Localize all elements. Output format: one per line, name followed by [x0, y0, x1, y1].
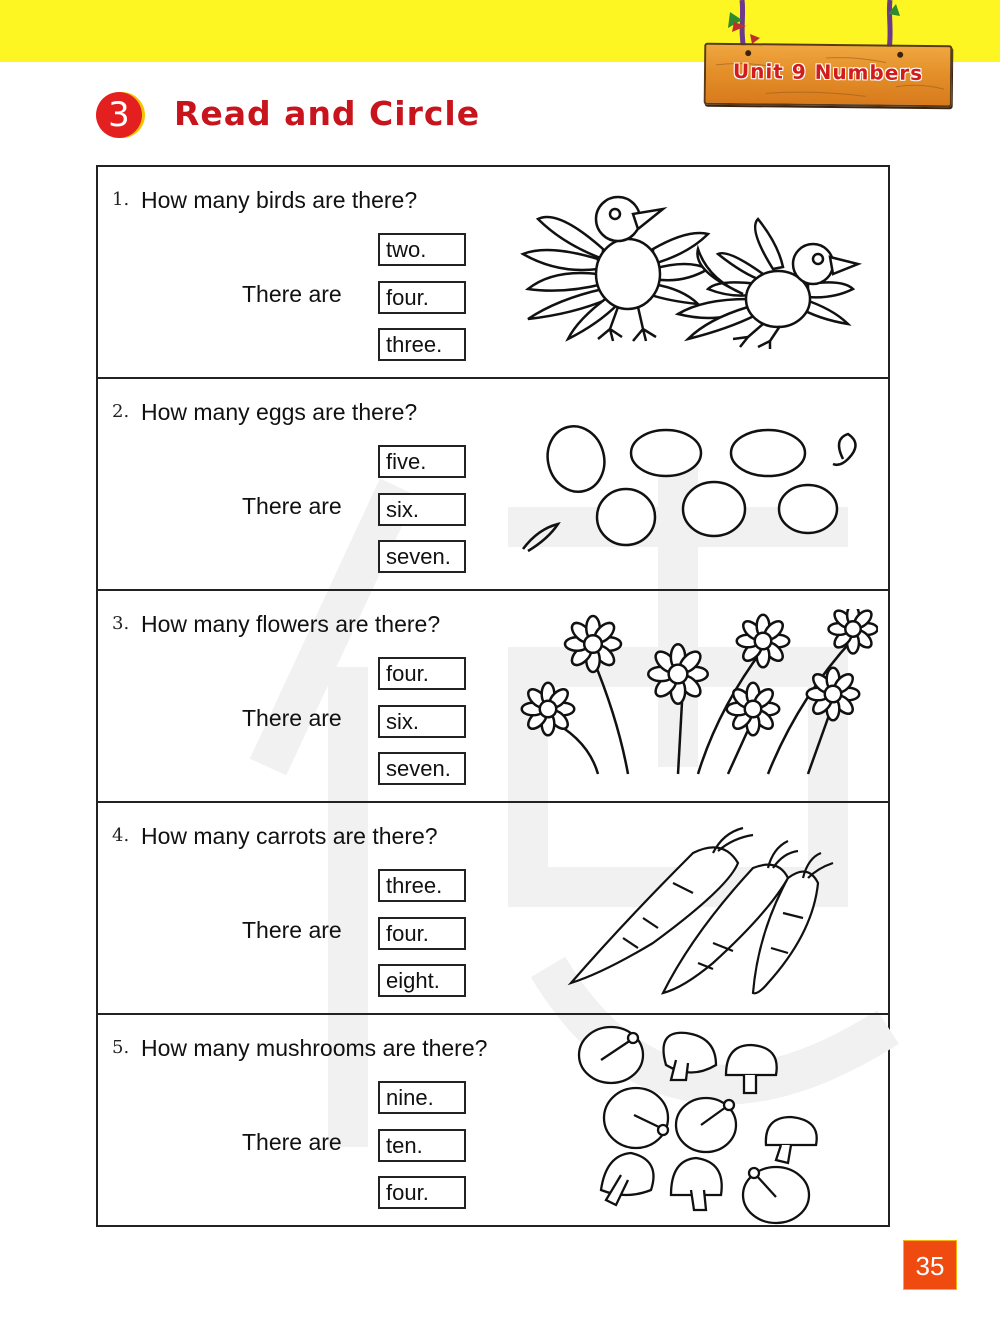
section-title: Read and Circle — [174, 94, 481, 133]
question-text: How many eggs are there? — [141, 399, 418, 425]
option-box[interactable]: four. — [378, 657, 466, 690]
page-number: 35 — [903, 1240, 957, 1290]
unit-label: Unit 9 Numbers — [732, 59, 924, 85]
answer-stem: There are — [242, 917, 342, 943]
option-box[interactable]: six. — [378, 705, 466, 738]
question-number: 3. — [112, 613, 130, 634]
question-row-2 — [98, 379, 888, 591]
option-box[interactable]: seven. — [378, 540, 466, 573]
question-row-5 — [98, 1015, 888, 1225]
question-number: 1. — [112, 189, 130, 210]
answer-stem: There are — [242, 1129, 342, 1155]
question-text: How many birds are there? — [141, 187, 418, 213]
answer-stem: There are — [242, 493, 342, 519]
two-birds-icon — [518, 189, 868, 349]
worksheet-table — [96, 165, 890, 1227]
nine-mushrooms-icon — [576, 1025, 826, 1225]
option-box[interactable]: eight. — [378, 964, 466, 997]
option-box[interactable]: two. — [378, 233, 466, 266]
option-box[interactable]: four. — [378, 1176, 466, 1209]
option-box[interactable]: seven. — [378, 752, 466, 785]
question-text: How many carrots are there? — [141, 823, 438, 849]
question-text: How many mushrooms are there? — [141, 1035, 488, 1061]
seven-flowers-icon — [518, 609, 878, 779]
option-box[interactable]: three. — [378, 328, 466, 361]
unit-sign — [704, 43, 953, 108]
question-number: 2. — [112, 401, 130, 422]
question-text: How many flowers are there? — [141, 611, 441, 637]
option-box[interactable]: ten. — [378, 1129, 466, 1162]
three-carrots-icon — [563, 823, 863, 998]
section-number-badge: 3 — [96, 92, 142, 138]
option-box[interactable]: nine. — [378, 1081, 466, 1114]
six-eggs-icon — [518, 409, 878, 559]
question-number: 4. — [112, 825, 130, 846]
option-box[interactable]: four. — [378, 281, 466, 314]
question-row-4 — [98, 803, 888, 1015]
option-box[interactable]: four. — [378, 917, 466, 950]
answer-stem: There are — [242, 705, 342, 731]
question-number: 5. — [112, 1037, 130, 1058]
option-box[interactable]: six. — [378, 493, 466, 526]
answer-stem: There are — [242, 281, 342, 307]
question-row-3 — [98, 591, 888, 803]
option-box[interactable]: five. — [378, 445, 466, 478]
question-row-1 — [98, 167, 888, 379]
option-box[interactable]: three. — [378, 869, 466, 902]
